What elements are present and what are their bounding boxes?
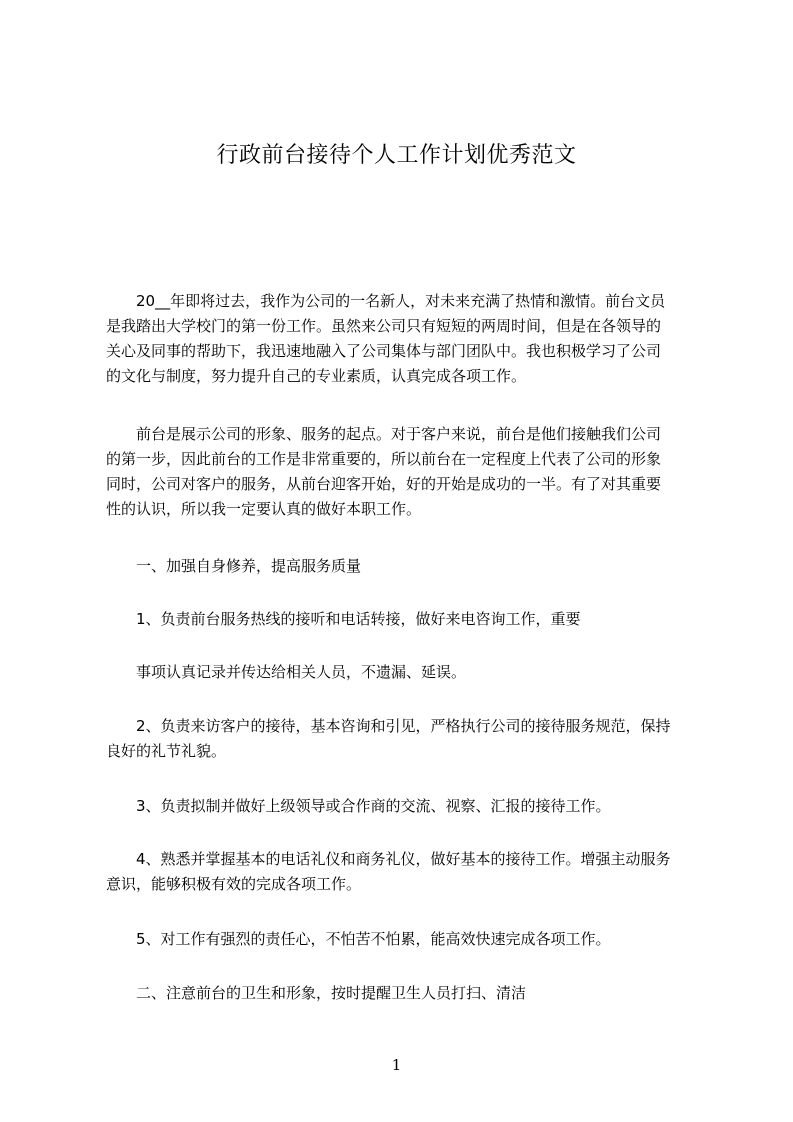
paragraph-line: 1、负责前台服务热线的接听和电话转接，做好来电咨询工作，重要: [106, 610, 581, 628]
list-item-1: [106, 607, 706, 632]
document-title: 行政前台接待个人工作计划优秀范文: [216, 143, 577, 168]
paragraph-line: 是我踏出大学校门的第一份工作。虽然来公司只有短短的两周时间，但是在各领导的: [106, 317, 662, 335]
paragraph-line: 同时，公司对客户的服务，从前台迎客开始，好的开始是成功的一半。有了对其重要: [106, 475, 662, 493]
paragraph-line: 20__年即将过去，我作为公司的一名新人，对未来充满了热情和激情。前台文员: [106, 292, 666, 310]
paragraph-line: 的文化与制度，努力提升自己的专业素质，认真完成各项工作。: [106, 367, 527, 385]
paragraph-line: 意识，能够积极有效的完成各项工作。: [106, 875, 362, 893]
list-item-1-continued: [106, 660, 706, 685]
paragraph-line: 前台是展示公司的形象、服务的起点。对于客户来说，前台是他们接触我们公司: [106, 425, 662, 443]
section-heading-2: [106, 981, 706, 1006]
paragraph-line: 4、熟悉并掌握基本的电话礼仪和商务礼仪，做好基本的接待工作。增强主动服务: [106, 850, 671, 868]
paragraph-line: 事项认真记录并传达给相关人员，不遗漏、延误。: [106, 663, 467, 681]
page-number: 1: [391, 1056, 402, 1074]
list-item-4: [106, 847, 706, 897]
paragraph-front-desk: [106, 422, 706, 522]
paragraph-line: 二、注意前台的卫生和形象，按时提醒卫生人员打扫、清洁: [106, 984, 527, 1002]
paragraph-line: 2、负责来访客户的接待，基本咨询和引见，严格执行公司的接待服务规范，保持: [106, 717, 671, 735]
list-item-3: [106, 794, 706, 819]
paragraph-line: 3、负责拟制并做好上级领导或合作商的交流、视察、汇报的接待工作。: [106, 797, 611, 815]
paragraph-line: 5、对工作有强烈的责任心，不怕苦不怕累，能高效快速完成各项工作。: [106, 930, 611, 948]
paragraph-line: 性的认识，所以我一定要认真的做好本职工作。: [106, 500, 422, 518]
list-item-2: [106, 714, 706, 764]
paragraph-line: 关心及同事的帮助下，我迅速地融入了公司集体与部门团队中。我也积极学习了公司: [106, 342, 662, 360]
paragraph-line: 良好的礼节礼貌。: [106, 742, 227, 760]
list-item-5: [106, 927, 706, 952]
paragraph-intro: [106, 289, 706, 389]
section-heading-1: [106, 554, 706, 579]
paragraph-line: 的第一步，因此前台的工作是非常重要的，所以前台在一定程度上代表了公司的形象: [106, 450, 662, 468]
paragraph-line: 一、加强自身修养，提高服务质量: [106, 557, 362, 575]
